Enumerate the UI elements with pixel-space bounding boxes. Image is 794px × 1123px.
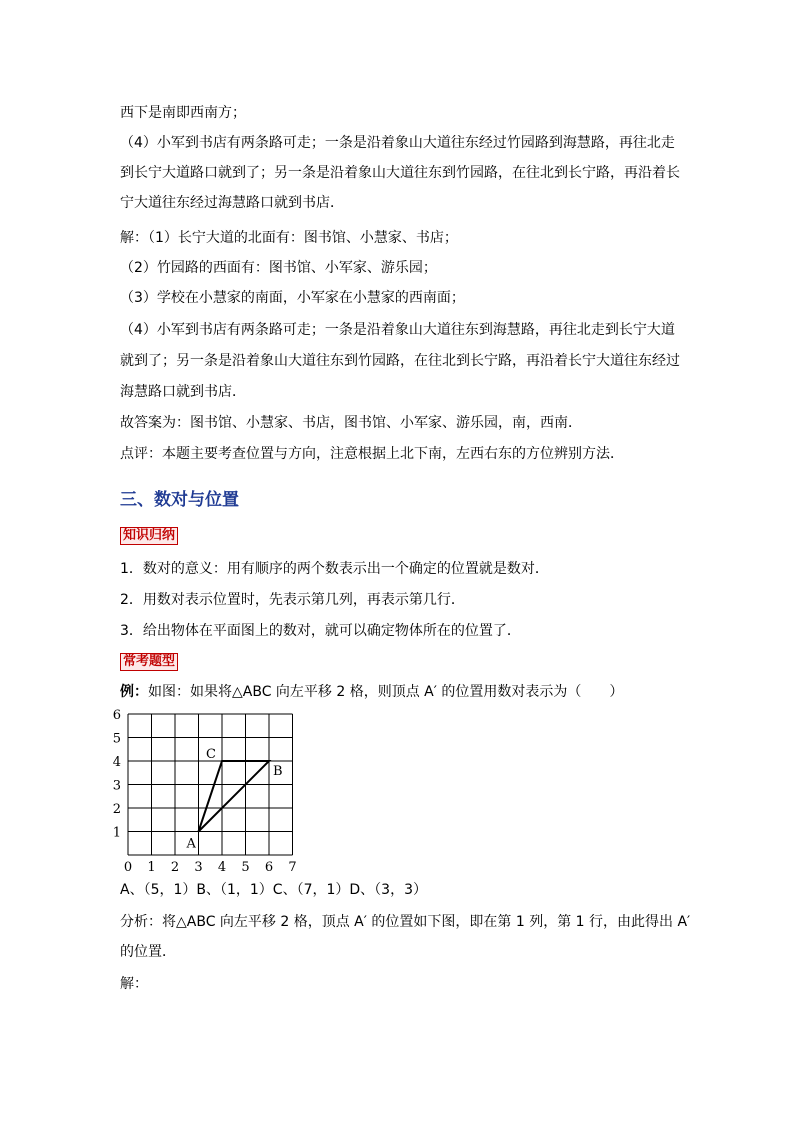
paragraph-line: 到长宁大道路口就到了；另一条是沿着象山大道往东到竹园路，在往北到长宁路，再沿着长 [120, 165, 680, 181]
knowledge-item: 1．数对的意义：用有顺序的两个数表示出一个确定的位置就是数对． [120, 561, 549, 577]
y-tick-label: 4 [112, 755, 121, 770]
y-tick-label: 1 [112, 825, 121, 841]
vertex-label-b: B [273, 764, 283, 779]
knowledge-item: 2．用数对表示位置时，先表示第几列，再表示第几行． [120, 592, 465, 608]
paragraph-line: （4）小军到书店有两条路可走；一条是沿着象山大道往东经过竹园路到海慧路，再往北走 [120, 135, 675, 151]
knowledge-item: 3．给出物体在平面图上的数对，就可以确定物体所在的位置了． [120, 623, 521, 639]
x-tick-label: 5 [241, 860, 250, 875]
y-tick-label: 5 [112, 731, 121, 747]
y-tick-label: 2 [112, 802, 121, 817]
answer-summary: 故答案为：图书馆、小慧家、书店，图书馆、小军家、游乐园，南，西南． [120, 415, 582, 431]
x-tick-label: 2 [170, 860, 180, 875]
x-tick-label: 6 [264, 860, 274, 875]
example-question [120, 682, 623, 702]
analysis-line: 的位置． [120, 944, 176, 960]
y-tick-label: 3 [112, 778, 121, 794]
example-text: 如图：如果将△ABC 向左平移 2 格，则顶点 A′ 的位置用数对表示为（ ） [148, 684, 624, 700]
comment-line: 点评：本题主要考查位置与方向，注意根据上北下南，左西右东的方位辨别方法． [120, 446, 624, 462]
vertex-label-a: A [186, 836, 196, 852]
paragraph-line: 宁大道往东经过海慧路口就到书店． [120, 195, 344, 211]
answer-line: （4）小军到书店有两条路可走；一条是沿着象山大道往东到海慧路，再往北走到长宁大道 [120, 322, 675, 338]
answer-line: 就到了；另一条是沿着象山大道往东到竹园路，在往北到长宁路，再沿着长宁大道往东经过 [120, 353, 680, 369]
answer-options: A、（5，1）B、（1，1）C、（7，1）D、（3，3） [120, 882, 427, 898]
x-tick-label: 0 [123, 860, 133, 875]
answer-line: （3）学校在小慧家的南面，小军家在小慧家的西南面； [120, 290, 465, 306]
example-label: 例： [120, 684, 148, 700]
answer-line: （2）竹园路的西面有：图书馆、小军家、游乐园； [120, 260, 437, 276]
x-tick-label: 1 [147, 860, 156, 875]
x-tick-label: 7 [288, 860, 297, 875]
vertex-label-c: C [206, 747, 216, 762]
analysis-line: 分析：将△ABC 向左平移 2 格，顶点 A′ 的位置如下图，即在第 1 列，第 1 行，由此得出 A′ [120, 914, 691, 930]
y-tick-label: 6 [112, 708, 121, 723]
coordinate-grid [112, 708, 312, 878]
common-tag: 常考题型 [120, 653, 178, 671]
x-tick-label: 3 [194, 860, 203, 875]
paragraph-line: 西下是南即西南方； [120, 105, 246, 121]
solution-label: 解： [120, 976, 148, 992]
x-tick-label: 4 [217, 860, 227, 875]
section-title: 三、数对与位置 [120, 490, 239, 510]
triangle-abc [199, 761, 270, 832]
knowledge-tag: 知识归纳 [120, 527, 178, 545]
answer-line: 解：（1）长宁大道的北面有：图书馆、小慧家、书店； [120, 230, 458, 246]
answer-line: 海慧路口就到书店． [120, 384, 246, 400]
